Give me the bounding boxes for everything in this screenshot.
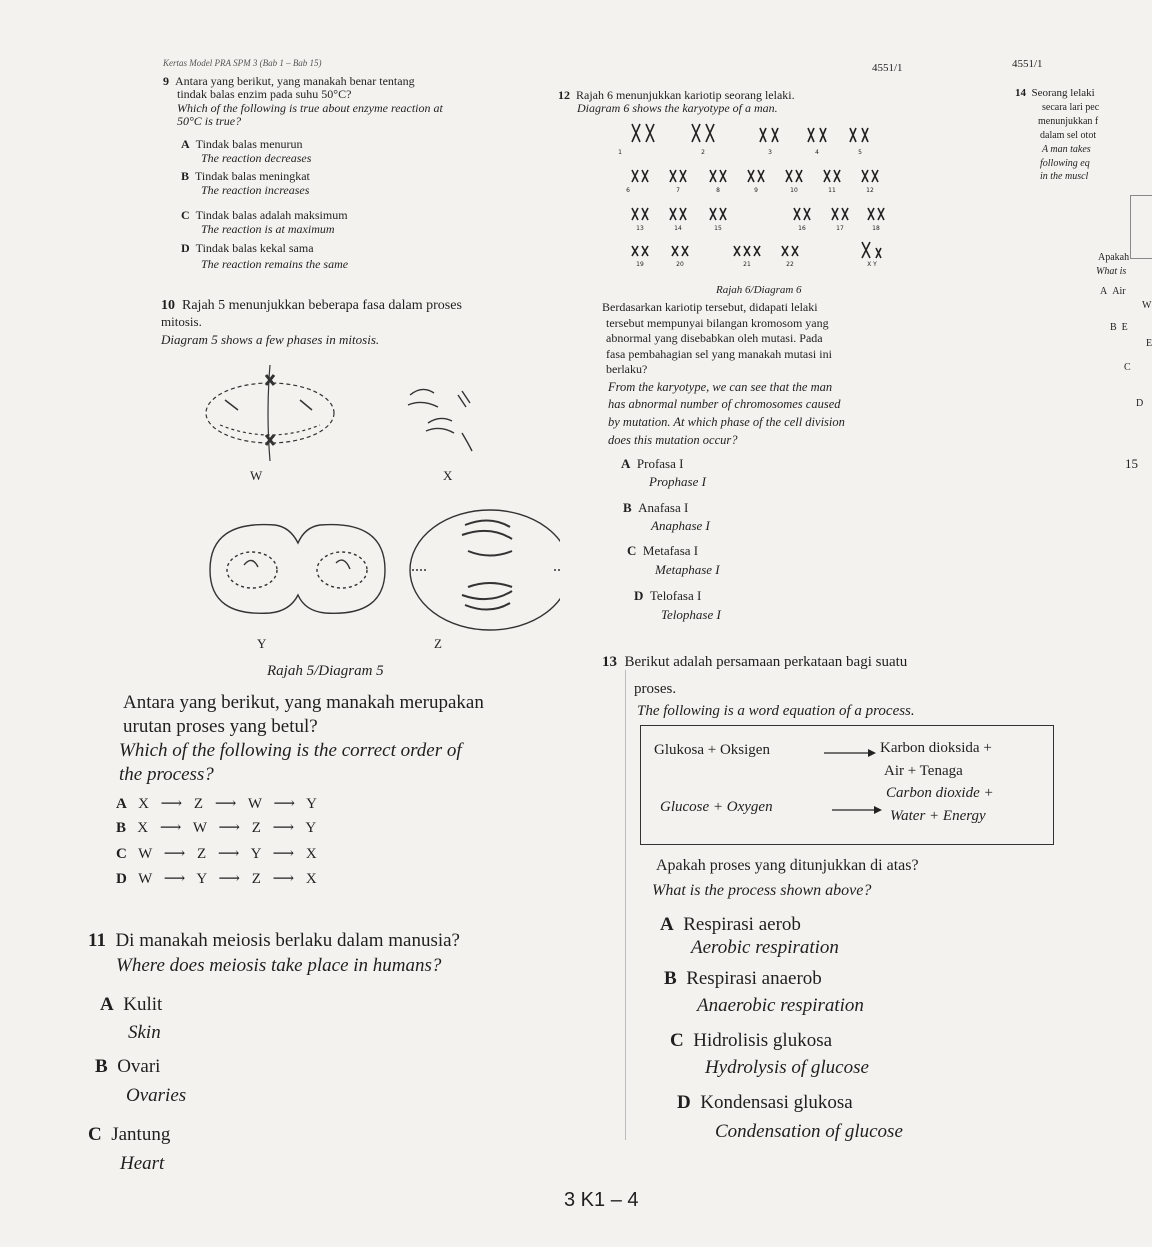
q10-en: Diagram 5 shows a few phases in mitosis. — [161, 332, 380, 347]
q9-option-c[interactable]: C Tindak balas adalah maksimum — [181, 208, 348, 222]
pair-label-11: 11 — [828, 187, 836, 194]
q14-line2: secara lari pec — [1042, 102, 1100, 113]
karyotype-diagram — [610, 118, 910, 283]
q12-option-a[interactable]: A Profasa I — [621, 456, 684, 471]
q13-option-b[interactable]: B Respirasi anaerob — [664, 968, 822, 989]
q14-en-line1: A man takes — [1042, 144, 1091, 155]
paper-code-mid: 4551/1 — [872, 62, 903, 74]
q12-number: 12 — [558, 88, 570, 102]
paper-code-right: 4551/1 — [1012, 58, 1043, 70]
q12-option-c-en: Metaphase I — [655, 562, 720, 577]
pair-label-3: 3 — [768, 149, 772, 156]
q11-option-c[interactable]: C Jantung — [88, 1124, 171, 1145]
equation-ms-right1: Karbon dioksida + — [880, 740, 992, 756]
q10-option-c[interactable]: C W ⟶ Z ⟶ Y ⟶ X — [116, 846, 317, 862]
equation-ms-right2: Air + Tenaga — [884, 763, 963, 779]
diagram-5 — [200, 355, 560, 640]
q9-en-line1: Which of the following is true about enzyme reaction at — [177, 101, 443, 115]
q10-stem-ms1: Antara yang berikut, yang manakah merupakan — [123, 692, 484, 713]
phase-x-cell — [408, 389, 472, 451]
q14-en-line3: in the muscl — [1040, 171, 1089, 182]
pair-label-18: 18 — [872, 225, 880, 232]
pair-label-7: 7 — [676, 187, 680, 194]
pair-label-xy: X Y — [867, 261, 877, 268]
q12-en-line1: From the karyotype, we can see that the man — [608, 380, 833, 394]
q14-option-b[interactable]: B E — [1110, 322, 1128, 333]
q13-option-d-en: Condensation of glucose — [715, 1121, 903, 1142]
q14-option-a-en: W — [1142, 300, 1152, 311]
q10-stem-en1: Which of the following is the correct order of — [119, 740, 462, 761]
q9-option-a[interactable]: A Tindak balas menurun — [181, 137, 303, 151]
phase-z-cell — [410, 510, 560, 630]
q12-ms-line3: abnormal yang disebabkan oleh mutasi. Pada — [606, 331, 823, 345]
pair-label-9: 9 — [754, 187, 758, 194]
pair-label-14: 14 — [674, 225, 682, 232]
q14-option-a[interactable]: A Air — [1100, 286, 1126, 297]
q13-option-d[interactable]: D Kondensasi glukosa — [677, 1092, 853, 1113]
q12-en: Diagram 6 shows the karyotype of a man. — [577, 101, 778, 115]
q12-en-line2: has abnormal number of chromosomes caused — [608, 397, 841, 411]
page-footer: 3 K1 – 4 — [564, 1189, 639, 1211]
q9-number: 9 — [163, 74, 169, 88]
q10-ms-line1: Rajah 5 menunjukkan beberapa fasa dalam proses — [182, 298, 462, 313]
q9-option-d-en: The reaction remains the same — [201, 257, 349, 271]
q11-option-b[interactable]: B Ovari — [95, 1056, 161, 1077]
diagram-6-caption: Rajah 6/Diagram 6 — [716, 284, 802, 296]
label-z: Z — [434, 636, 442, 651]
label-x: X — [443, 468, 453, 483]
q13-stem-en: What is the process shown above? — [652, 882, 872, 899]
equation-ms-left: Glukosa + Oksigen — [654, 742, 770, 758]
diagram-5-caption: Rajah 5/Diagram 5 — [267, 663, 384, 679]
q10-ms-line2: mitosis. — [161, 314, 202, 329]
q12-option-b[interactable]: B Anafasa I — [623, 500, 689, 515]
q13-ms-line1: Berikut adalah persamaan perkataan bagi suatu — [624, 654, 908, 670]
q14-line4: dalam sel otot — [1040, 130, 1097, 141]
pair-label-17: 17 — [836, 225, 844, 232]
q14-stem2: What is — [1096, 266, 1127, 277]
q13-stem-ms: Apakah proses yang ditunjukkan di atas? — [656, 857, 919, 874]
pair-label-4: 4 — [815, 149, 819, 156]
q14-stem1: Apakah — [1098, 252, 1130, 263]
q9-en-line2: 50°C is true? — [177, 114, 242, 128]
arrow-icon — [824, 748, 876, 758]
q11-option-a[interactable]: A Kulit — [100, 994, 163, 1015]
q9-option-a-en: The reaction decreases — [201, 151, 312, 165]
pair-label-13: 13 — [636, 225, 644, 232]
q11-option-c-en: Heart — [120, 1153, 165, 1174]
q13-option-c-en: Hydrolysis of glucose — [705, 1057, 869, 1078]
q11-en: Where does meiosis take place in humans? — [116, 955, 442, 976]
phase-y-cell — [210, 525, 385, 614]
pair-label-21: 21 — [743, 261, 751, 268]
q12-option-a-en: Prophase I — [649, 474, 706, 489]
q9-option-d[interactable]: D Tindak balas kekal sama — [181, 241, 314, 255]
equation-en-right2: Water + Energy — [890, 808, 986, 824]
q14-line1: Seorang lelaki — [1031, 87, 1095, 99]
q14-option-c[interactable]: C — [1124, 362, 1131, 373]
pair-label-1: 1 — [618, 149, 622, 156]
q11-option-a-en: Skin — [128, 1022, 161, 1043]
q9-option-c-en: The reaction is at maximum — [201, 222, 335, 236]
q10-option-a[interactable]: A X ⟶ Z ⟶ W ⟶ Y — [116, 796, 317, 812]
q9-option-b[interactable]: B Tindak balas meningkat — [181, 169, 310, 183]
q12-ms: Rajah 6 menunjukkan kariotip seorang lelaki. — [576, 88, 795, 102]
q11-option-b-en: Ovaries — [126, 1085, 187, 1106]
q10-stem-en2: the process? — [119, 764, 214, 785]
q14-diagram-box — [1130, 195, 1152, 259]
q12-option-d-en: Telophase I — [661, 607, 721, 622]
pair-label-20: 20 — [676, 261, 684, 268]
arrow-icon — [832, 805, 882, 815]
q12-ms-line1: Berdasarkan kariotip tersebut, didapati lelaki — [602, 300, 818, 314]
q13-ms-line2: proses. — [634, 681, 677, 697]
q13-en: The following is a word equation of a process. — [637, 703, 915, 719]
q12-option-d[interactable]: D Telofasa I — [634, 588, 702, 603]
paper-header: Kertas Model PRA SPM 3 (Bab 1 – Bab 15) — [163, 58, 322, 68]
q13-option-a[interactable]: A Respirasi aerob — [660, 914, 801, 935]
label-y: Y — [257, 636, 267, 651]
q10-number: 10 — [161, 298, 175, 313]
q14-option-d[interactable]: D — [1136, 398, 1144, 409]
pair-label-10: 10 — [790, 187, 798, 194]
page-fold-line — [625, 670, 626, 1140]
q14-en-line2: following eq — [1040, 158, 1090, 169]
q13-number: 13 — [602, 654, 617, 670]
equation-en-left: Glucose + Oxygen — [660, 799, 773, 815]
q10-stem-ms2: urutan proses yang betul? — [123, 716, 318, 737]
q14-number: 14 — [1015, 87, 1026, 99]
q9-ms-line2: tindak balas enzim pada suhu 50°C? — [177, 87, 352, 101]
q12-ms-line5: berlaku? — [606, 362, 648, 376]
q13-option-b-en: Anaerobic respiration — [697, 995, 864, 1016]
phase-w-cell — [206, 365, 334, 461]
q12-option-b-en: Anaphase I — [651, 518, 710, 533]
q13-option-c[interactable]: C Hidrolisis glukosa — [670, 1030, 833, 1051]
pair-label-19: 19 — [636, 261, 644, 268]
q12-ms-line4: fasa pembahagian sel yang manakah mutasi ini — [606, 347, 832, 361]
q11-ms: Di manakah meiosis berlaku dalam manusia? — [115, 930, 460, 951]
label-w: W — [250, 468, 263, 483]
pair-label-16: 16 — [798, 225, 806, 232]
right-page-number: 15 — [1125, 456, 1138, 471]
pair-label-22: 22 — [786, 261, 794, 268]
equation-en-right1: Carbon dioxide + — [886, 785, 994, 801]
pair-label-6: 6 — [626, 187, 630, 194]
q10-option-b[interactable]: B X ⟶ W ⟶ Z ⟶ Y — [116, 820, 317, 836]
q12-en-line4: does this mutation occur? — [608, 433, 738, 447]
q10-option-d[interactable]: D W ⟶ Y ⟶ Z ⟶ X — [116, 871, 317, 887]
pair-label-12: 12 — [866, 187, 874, 194]
q11-number: 11 — [88, 930, 106, 951]
pair-label-15: 15 — [714, 225, 722, 232]
q14-option-b-en: E — [1146, 338, 1152, 349]
pair-label-8: 8 — [716, 187, 720, 194]
q12-en-line3: by mutation. At which phase of the cell division — [608, 415, 845, 429]
q9-option-b-en: The reaction increases — [201, 183, 310, 197]
q9-ms-line1: Antara yang berikut, yang manakah benar tentang — [175, 74, 415, 88]
pair-label-2: 2 — [701, 149, 705, 156]
q12-ms-line2: tersebut mempunyai bilangan kromosom yang — [606, 316, 829, 330]
pair-label-5: 5 — [858, 149, 862, 156]
q14-line3: menunjukkan f — [1038, 116, 1099, 127]
q12-option-c[interactable]: C Metafasa I — [627, 543, 699, 558]
q13-option-a-en: Aerobic respiration — [691, 937, 839, 958]
